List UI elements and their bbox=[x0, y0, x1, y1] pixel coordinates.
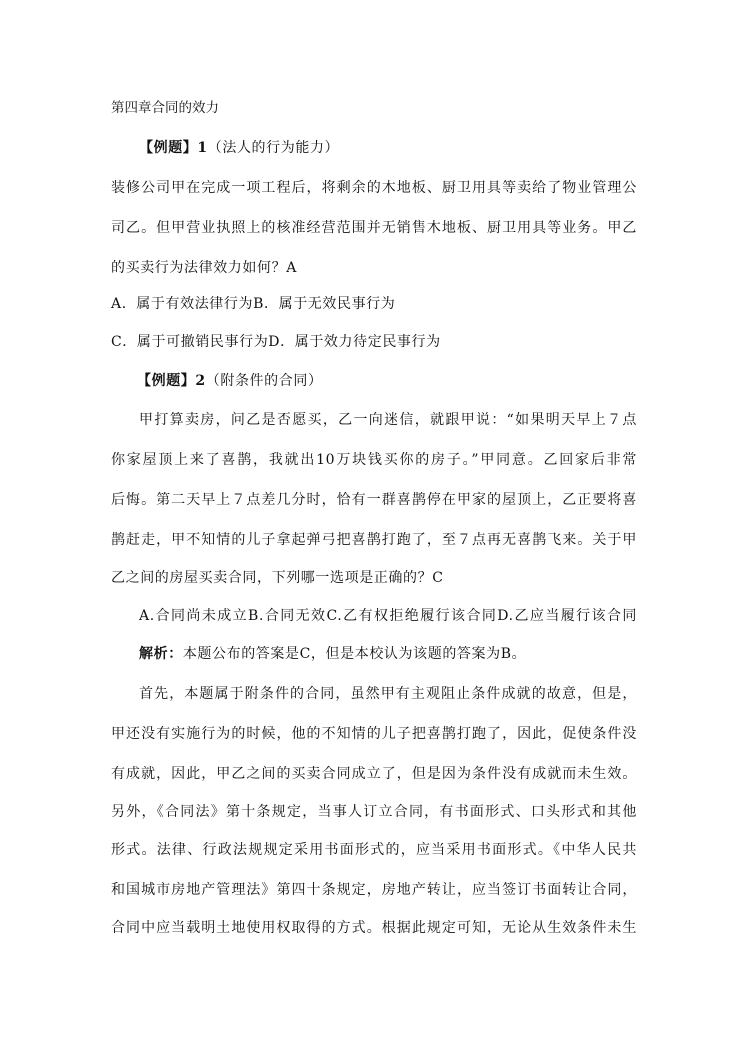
example-2-line: 甲打算卖房，问乙是否愿买，乙一向迷信，就跟甲说：“如果明天早上７点 bbox=[139, 412, 637, 428]
example-2-line: 你家屋顶上来了喜鹊，我就出10万块钱买你的房子。”甲同意。乙回家后非常 bbox=[111, 452, 637, 468]
example-2-topic: （附条件的合同） bbox=[205, 373, 323, 389]
example-1-option-line: C．属于可撤销民事行为D．属于效力待定民事行为 bbox=[111, 334, 441, 350]
example-1-line: 装修公司甲在完成一项工程后，将剩余的木地板、厨卫用具等卖给了物业管理公 bbox=[111, 180, 637, 196]
example-1-heading bbox=[139, 138, 637, 158]
example-2-line: 鹊赶走，甲不知情的儿子拿起弹弓把喜鹊打跑了，至７点再无喜鹊飞来。关于甲 bbox=[111, 532, 637, 548]
example-1-line: 的买卖行为法律效力如何？A bbox=[111, 260, 297, 276]
explanation-line: 另外，《合同法》第十条规定，当事人订立合同，有书面形式、口头形式和其他 bbox=[111, 804, 637, 820]
analysis-label: 解析： bbox=[139, 646, 183, 662]
explanation-line: 合同中应当载明土地使用权取得的方式。根据此规定可知，无论从生效条件未生 bbox=[111, 920, 637, 936]
explanation-line: 甲还没有实施行为的时候，他的不知情的儿子把喜鹊打跑了，因此，促使条件没 bbox=[111, 726, 637, 742]
example-2-options: A.合同尚未成立B.合同无效C.乙有权拒绝履行该合同D.乙应当履行该合同 bbox=[139, 608, 637, 624]
chapter-title: 第四章合同的效力 bbox=[111, 100, 219, 116]
explanation-line: 有成就，因此，甲乙之间的买卖合同成立了，但是因为条件没有成就而未生效。 bbox=[111, 766, 637, 782]
explanation-line: 首先，本题属于附条件的合同，虽然甲有主观阻止条件成就的故意，但是， bbox=[139, 686, 637, 702]
example-2-line: 乙之间的房屋买卖合同，下列哪一选项是正确的？C bbox=[111, 570, 444, 586]
example-2-line: 后悔。第二天早上７点差几分时，恰有一群喜鹊停在甲家的屋顶上，乙正要将喜 bbox=[111, 492, 637, 508]
analysis bbox=[139, 644, 637, 664]
example-2-heading bbox=[137, 371, 637, 391]
example-1-topic: （法人的行为能力） bbox=[207, 140, 340, 156]
example-1-tag: 【例题】1 bbox=[139, 140, 208, 156]
explanation-line: 和国城市房地产管理法》第四十条规定，房地产转让，应当签订书面转让合同， bbox=[111, 882, 637, 898]
example-1-line: 司乙。但甲营业执照上的核准经营范围并无销售木地板、厨卫用具等业务。甲乙 bbox=[111, 220, 637, 236]
example-2-tag: 【例题】2 bbox=[137, 373, 206, 389]
analysis-text: 本题公布的答案是C，但是本校认为该题的答案为B。 bbox=[182, 646, 527, 662]
example-1-option-line: A．属于有效法律行为B．属于无效民事行为 bbox=[111, 296, 396, 312]
explanation-line: 形式。法律、行政法规规定采用书面形式的，应当采用书面形式。《中华人民共 bbox=[111, 842, 637, 858]
